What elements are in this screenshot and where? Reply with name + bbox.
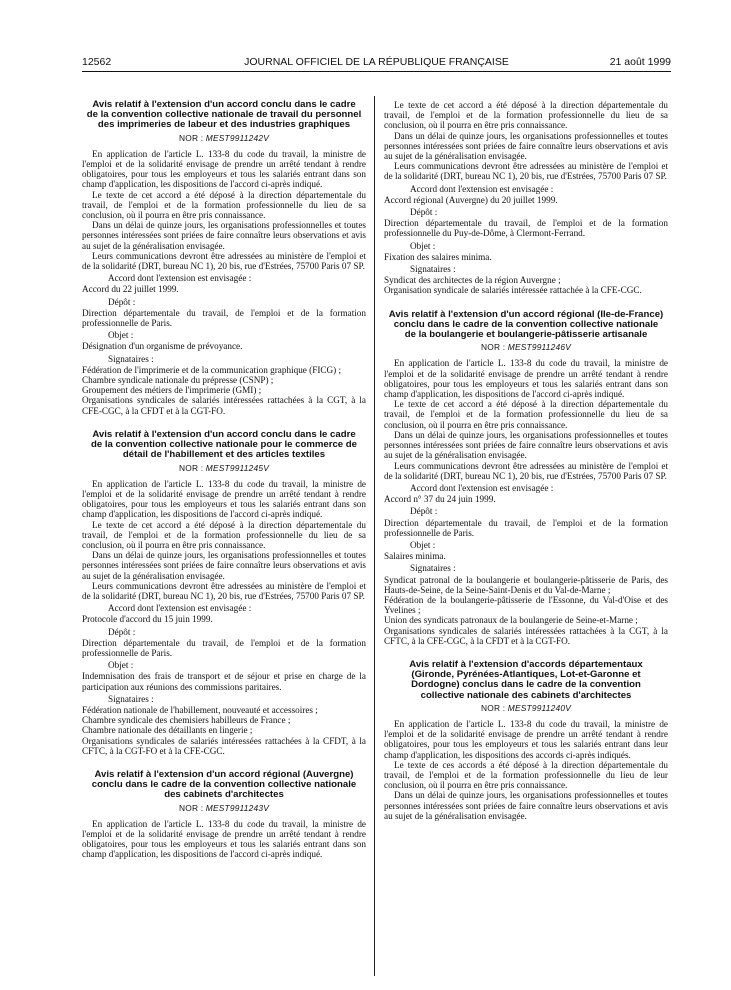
- item-value: Direction départementale du travail, de l'emploi et de la formation professionnelle de Paris.: [384, 517, 668, 538]
- header-rule: [82, 71, 671, 72]
- item-label: Accord dont l'extension est envisagée :: [108, 273, 252, 284]
- item-block: [384, 264, 668, 296]
- item-value: Organisations syndicales de salariés intéressées rattachées à la CGT, à la CFTC, à la CFE-CGC, à la CFDT et à la CGT-FO.: [384, 625, 668, 646]
- item-label: Signataires :: [410, 264, 456, 275]
- item-value: Fédération de l'imprimerie et de la communication graphique (FICG) ;: [82, 364, 342, 375]
- item-value: Organisation syndicale de salariés intéressée rattachée à la CFE-CGC.: [384, 285, 642, 296]
- body-paragraph: Dans un délai de quinze jours, les organisations professionnelles et toutes personnes intéressées sont priées de faire connaître leurs observations et avis au sujet de la généralisation envisagée.: [82, 550, 366, 581]
- item-value: Accord du 22 juillet 1999.: [82, 284, 179, 295]
- item-block: [384, 506, 668, 538]
- nor-label: NOR :: [480, 702, 506, 713]
- body-paragraph: Le texte de ces accords a été déposé à la direction départementale du travail, de l'emploi et de la formation professionnelle du lieu de leur conclusion, où il pourra en être pris connaissance.: [384, 759, 668, 791]
- body-paragraph: Dans un délai de quinze jours, les organisations professionnelles et toutes personnes intéressées sont priées de faire connaître leurs observations et avis au sujet de la généralisation envisagée.: [384, 790, 668, 821]
- item-label: Dépôt :: [108, 626, 136, 637]
- page-number: 12562: [82, 56, 112, 68]
- body-paragraph: Leurs communications devront être adressées au ministère de l'emploi et de la solidarité (DRT, bureau NC 1), 20 bis, rue d'Estrées, 75700 Paris 07 SP.: [384, 161, 668, 182]
- avis-notice: [384, 310, 668, 646]
- avis-notice: [82, 100, 366, 416]
- item-value: Protocole d'accord du 15 juin 1999.: [82, 614, 213, 625]
- item-value: Chambre syndicale des chemisiers habilleurs de France ;: [82, 715, 291, 726]
- avis-notice: [82, 770, 366, 860]
- left-column: [82, 100, 366, 980]
- body-paragraph: Leurs communications devront être adressées au ministère de l'emploi et de la solidarité (DRT, bureau NC 1), 20 bis, rue d'Estrées, 75700 Paris 07 SP.: [384, 460, 668, 481]
- item-value: Organisations syndicales de salariés intéressées rattachées à la CGT, à la CFE-CGC, à la CFDT et à la CGT-FO.: [82, 395, 366, 416]
- body-paragraph: En application de l'article L. 133-8 du code du travail, la ministre de l'emploi et de la solidarité envisage de prendre un arrêté tendant à rendre obligatoires, pour tous les employeurs et tous les salariés entrant dans son champ d'application, les dispositions de l'accord ci-après indiqué.: [384, 358, 668, 400]
- item-value: Fixation des salaires minima.: [384, 251, 492, 262]
- item-label: Accord dont l'extension est envisagée :: [410, 183, 554, 194]
- notice-title: Avis relatif à l'extension d'un accord régional (Ile-de-France) conclu dans le cadre de la convention collective nationale de la boulangerie et boulangerie-pâtisserie artisanale: [388, 308, 664, 341]
- journal-title: JOURNAL OFFICIEL DE LA RÉPUBLIQUE FRANÇAISE: [244, 56, 509, 68]
- column-divider: [374, 96, 375, 976]
- item-block: [384, 563, 668, 646]
- item-value: Organisations syndicales de salariés intéressées rattachées à la CFDT, à la CFTC, à la CGT-FO et à la CFE-CGC.: [82, 735, 366, 756]
- body-paragraph: Dans un délai de quinze jours, les organisations professionnelles et toutes personnes intéressées sont priées de faire connaître leurs observations et avis au sujet de la généralisation envisagée.: [384, 130, 668, 162]
- item-value: Désignation d'un organisme de prévoyance.: [82, 341, 243, 352]
- item-value: Syndicat patronal de la boulangerie et boulangerie-pâtisserie de Paris, des Hauts-de-Seine, de la Seine-Saint-Denis et du Val-de-Marne ;: [384, 574, 668, 595]
- item-value: Indemnisation des frais de transport et de séjour et prise en charge de la participation aux réunions des commissions paritaires.: [82, 671, 366, 692]
- item-value: Fédération de la boulangerie-pâtisserie de l'Essonne, du Val-d'Oise et des Yvelines ;: [384, 594, 668, 616]
- item-label: Signataires :: [108, 353, 154, 364]
- item-block: [384, 184, 668, 205]
- body-paragraph: En application de l'article L. 133-8 du code du travail, la ministre de l'emploi et de la solidarité envisage de prendre un arrêté tendant à rendre obligatoires, pour tous les employeurs et tous les salariés entrant dans leur champ d'application, les dispositions des accords ci-après indiqués.: [384, 718, 668, 760]
- body-paragraph: Le texte de cet accord a été déposé à la direction départementale du travail, de l'emploi et de la formation professionnelle du lieu de sa conclusion, où il pourra en être pris connaissance.: [82, 189, 366, 221]
- item-label: Objet :: [410, 240, 436, 251]
- nor-code: MEST9911243V: [205, 802, 270, 813]
- nor-code: MEST9911246V: [507, 342, 572, 353]
- body-paragraph: Le texte de cet accord a été déposé à la direction départementale du travail, de l'emploi et de la formation professionnelle du lieu de sa conclusion, où il pourra en être pris connaissance.: [384, 399, 668, 430]
- body-paragraph: En application de l'article L. 133-8 du code du travail, la ministre de l'emploi et de la solidarité envisage de prendre un arrêté tendant à rendre obligatoires, pour tous les employeurs et tous les salariés entrant dans son champ d'application, les dispositions de l'accord ci-après indiqué.: [82, 478, 366, 520]
- nor-label: NOR :: [178, 132, 204, 143]
- item-value: Accord régional (Auvergne) du 20 juillet 1999.: [384, 194, 558, 205]
- item-value: Groupement des métiers de l'imprimerie (GMI) ;: [82, 385, 262, 396]
- body-paragraph: Dans un délai de quinze jours, les organisations professionnelles et toutes personnes intéressées sont priées de faire connaître leurs observations et avis au sujet de la généralisation envisagée.: [82, 220, 366, 251]
- nor-label: NOR :: [480, 342, 506, 353]
- item-value: Direction départementale du travail, de l'emploi et de la formation professionnelle du Puy-de-Dôme, à Clermont-Ferrand.: [384, 218, 668, 239]
- item-label: Dépôt :: [108, 296, 136, 307]
- item-value: Salaires minima.: [384, 551, 446, 562]
- item-label: Objet :: [108, 330, 134, 341]
- item-label: Accord dont l'extension est envisagée :: [410, 482, 554, 493]
- body-paragraph: Dans un délai de quinze jours, les organisations professionnelles et toutes personnes intéressées sont priées de faire connaître leurs observations et avis au sujet de la généralisation envisagée.: [384, 429, 668, 461]
- item-value: Syndicat des architectes de la région Auvergne ;: [384, 275, 561, 286]
- item-label: Objet :: [108, 660, 134, 671]
- body-paragraph: Leurs communications devront être adressées au ministère de l'emploi et de la solidarité (DRT, bureau NC 1), 20 bis, rue d'Estrées, 75700 Paris 07 SP.: [82, 580, 366, 601]
- body-paragraph: Leurs communications devront être adressées au ministère de l'emploi et de la solidarité (DRT, bureau NC 1), 20 bis, rue d'Estrées, 75700 Paris 07 SP.: [82, 250, 366, 272]
- notice-title: Avis relatif à l'extension d'accords départementaux (Gironde, Pyrénées-Atlantiques, Lot-et-Garonne et Dordogne) conclus dans le cadre de la convention collective nationale des cabinets d'architectes: [409, 658, 643, 701]
- item-value: Chambre nationale des détaillants en lingerie ;: [82, 725, 253, 736]
- nor-reference: [82, 463, 366, 473]
- item-block: [82, 603, 366, 624]
- item-block: [384, 483, 668, 504]
- item-value: Chambre syndicale nationale du prépresse (CSNP) ;: [82, 375, 274, 386]
- body-paragraph: En application de l'article L. 133-8 du code du travail, la ministre de l'emploi et de la solidarité envisage de prendre un arrêté tendant à rendre obligatoires, pour tous les employeurs et tous les salariés entrant dans son champ d'application, les dispositions de l'accord ci-après indiqué.: [82, 148, 366, 190]
- notice-title: Avis relatif à l'extension d'un accord régional (Auvergne) conclu dans le cadre de la convention collective nationale des cabinets d'architectes: [91, 768, 357, 801]
- item-block: [82, 330, 366, 351]
- nor-code: MEST9911242V: [205, 132, 270, 143]
- item-block: [82, 660, 366, 692]
- nor-code: MEST9911240V: [507, 702, 572, 713]
- item-block: [384, 207, 668, 239]
- item-block: [82, 694, 366, 756]
- item-block: [82, 627, 366, 659]
- notice-title: Avis relatif à l'extension d'un accord conclu dans le cadre de la convention collective nationale de travail du personnel des imprimeries de labeur et des industries graphiques: [86, 100, 362, 131]
- notice-title: Avis relatif à l'extension d'un accord conclu dans le cadre de la convention collective nationale pour le commerce de détail de l'habillement et des articles textiles: [90, 428, 358, 461]
- item-label: Objet :: [410, 539, 436, 550]
- nor-reference: [82, 133, 366, 143]
- issue-date: 21 août 1999: [609, 56, 671, 68]
- nor-reference: [384, 342, 668, 352]
- item-block: [384, 540, 668, 561]
- avis-notice: [384, 660, 668, 821]
- item-value: Accord n° 37 du 24 juin 1999.: [384, 494, 496, 505]
- item-value: Direction départementale du travail, de l'emploi et de la formation professionnelle de Paris.: [82, 307, 366, 329]
- item-block: [384, 241, 668, 262]
- item-label: Signataires :: [108, 693, 154, 704]
- item-label: Dépôt :: [410, 207, 438, 218]
- avis-notice: [82, 430, 366, 756]
- body-paragraph: Le texte de cet accord a été déposé à la direction départementale du travail, de l'emploi et de la formation professionnelle du lieu de sa conclusion, où il pourra en être pris connaissance.: [82, 519, 366, 550]
- nor-code: MEST9911245V: [205, 462, 270, 473]
- item-label: Dépôt :: [410, 506, 438, 517]
- notice-continuation: [384, 100, 668, 296]
- item-label: Signataires :: [410, 563, 456, 574]
- item-value: Direction départementale du travail, de l'emploi et de la formation professionnelle de Paris.: [82, 637, 366, 658]
- item-label: Accord dont l'extension est envisagée :: [108, 603, 252, 614]
- nor-reference: [384, 703, 668, 713]
- item-block: [82, 273, 366, 294]
- item-value: Union des syndicats patronaux de la boulangerie de Seine-et-Marne ;: [384, 615, 638, 626]
- item-value: Fédération nationale de l'habillement, nouveauté et accessoires ;: [82, 704, 318, 715]
- item-block: [82, 354, 366, 416]
- running-header: [82, 55, 671, 69]
- item-block: [82, 297, 366, 329]
- body-paragraph: Le texte de cet accord a été déposé à la direction départementale du travail, de l'emploi et de la formation professionnelle du lieu de sa conclusion, où il pourra en être pris connaissance.: [384, 100, 668, 131]
- nor-reference: [82, 803, 366, 813]
- nor-label: NOR :: [178, 802, 204, 813]
- right-column: [384, 100, 668, 980]
- body-paragraph: En application de l'article L. 133-8 du code du travail, la ministre de l'emploi et de la solidarité envisage de prendre un arrêté tendant à rendre obligatoires, pour tous les employeurs et tous les salariés entrant dans son champ d'application, les dispositions de l'accord ci-après indiqué.: [82, 818, 366, 860]
- nor-label: NOR :: [178, 462, 204, 473]
